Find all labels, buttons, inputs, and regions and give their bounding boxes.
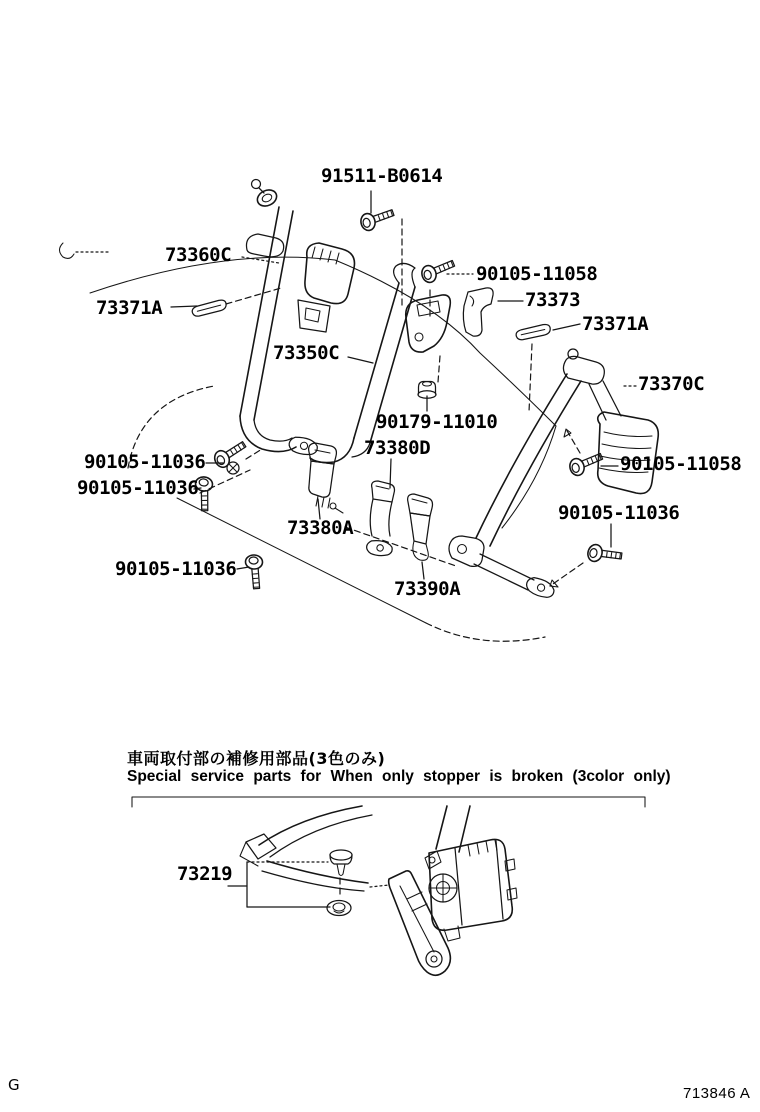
screw-icon <box>212 440 250 470</box>
part-label-90179-11010: 90179-11010 <box>376 411 498 433</box>
sleeve-icon <box>515 324 551 341</box>
seatbelt-assembly-left <box>240 180 355 457</box>
special-section-art <box>132 797 645 975</box>
part-label-73380d: 73380D <box>364 437 431 459</box>
part-label-90105-11058-top: 90105-11058 <box>476 263 598 285</box>
part-label-73373: 73373 <box>525 289 581 311</box>
part-label-73390a: 73390A <box>394 578 461 600</box>
screw-icon <box>244 555 263 590</box>
screw-icon <box>586 543 623 568</box>
part-label-90105-11058-right: 90105-11058 <box>620 453 742 475</box>
belt-tab-icon <box>288 436 319 457</box>
part-label-73219: 73219 <box>177 863 233 885</box>
part-label-90105-11036-right: 90105-11036 <box>558 502 680 524</box>
part-label-73371a-right: 73371A <box>582 313 649 335</box>
part-label-73360c: 73360C <box>165 244 232 266</box>
screw-icon <box>359 208 396 232</box>
part-label-91511-b0614: 91511-B0614 <box>321 165 443 187</box>
part-label-73380a: 73380A <box>287 517 354 539</box>
screw-icon <box>568 452 605 477</box>
screw-icon <box>420 259 457 284</box>
part-label-73370c: 73370C <box>638 373 705 395</box>
sleeve-icon <box>191 299 227 317</box>
belt-tab-icon <box>524 575 556 600</box>
part-label-73350c: 73350C <box>273 342 340 364</box>
buckles <box>309 443 433 560</box>
part-label-90105-11036-b: 90105-11036 <box>77 477 199 499</box>
special-section-caption-japanese: 車両取付部の補修用部品(3色のみ) <box>127 749 386 768</box>
page-footer-code: 713846 A <box>683 1085 751 1102</box>
part-label-90105-11036-c: 90105-11036 <box>115 558 237 580</box>
special-section-caption-english: Special service parts for When only stopper is broken (3color only) <box>127 768 671 785</box>
part-label-73371a-left: 73371A <box>96 297 163 319</box>
page-footer-letter: G <box>8 1076 20 1094</box>
small-parts <box>191 288 551 341</box>
part-label-90105-11036-a: 90105-11036 <box>84 451 206 473</box>
